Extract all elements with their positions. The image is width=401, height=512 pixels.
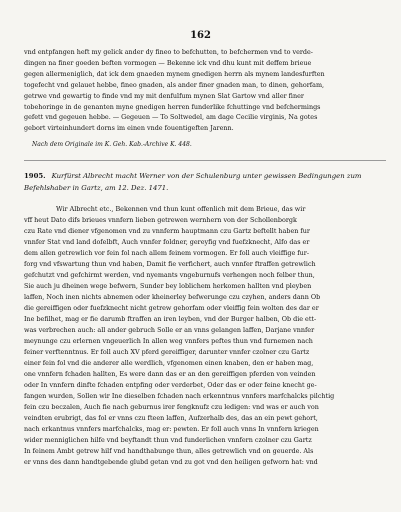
- source-note: Nach dem Originale im K. Geh. Kab.-Archive K. 448.: [32, 141, 192, 148]
- text-line: Wir Albrecht etc., Bekennen vnd thun kunt offenlich mit dem Brieue, das wir: [56, 205, 306, 213]
- text-line: dingen na finer goeden beften vormogen — Bekenne ick vnd dhu kunt mit deffem brieue: [24, 58, 312, 67]
- text-line: nach erkantnus vnnfers marfchalcks, mag er: pewten. Er foll auch vnns In vnnfern kriegen: [24, 425, 319, 433]
- document-heading: [24, 171, 386, 194]
- document-title: Kurfürst Albrecht macht Werner von der Schulenburg unter gewissen Bedingungen zum Befehlshaber in Gartz, am 12. Dez. 1471.: [24, 172, 362, 192]
- text-line: czu Rate vnd diener vfgenomen vnd zu vnnferm hauptmann czu Gartz beftellt haben fur: [24, 227, 310, 235]
- text-line: gefchutzt vnd gefchirmt werden, vnd nyemants vngeburnufs verhengen noch felber thun,: [24, 271, 315, 279]
- document-number: 1905.: [24, 172, 46, 180]
- text-line: oder In vnnfern dinfte fchaden entpfing oder verderbet, Oder das er oder feine knecht ge-: [24, 381, 317, 389]
- text-line: vnnfer Stat vnd land dofelbft, Auch vnnfer foldner, gereyfig vnd fuefzknecht, Alfo das er: [24, 238, 310, 246]
- text-line: Sie auch ju dheinen wege befwern, Sunder bey loblichem herkomen hallten vnd pleyben: [24, 282, 312, 290]
- text-line: wider menniglichen hilfe vnd beyftandt thun vnd funderlichen vnnfern czolner czu Gartz: [24, 436, 312, 444]
- text-line: tobehoringe in de genanten myne gnedigen herren funderlike fchuttinge vnd befchermings: [24, 102, 321, 111]
- text-line: vff heut Dato difs brieues vnnfern lieben getrewen wernhern von der Schollenborgk: [24, 216, 297, 224]
- preceding-document-text: [24, 47, 386, 134]
- section-divider: [24, 160, 386, 161]
- text-line: veindten erubrigt, das fol er vnns czu fteen laffen, Aufzerhalb des, das an ein pewt gehort,: [24, 414, 318, 422]
- text-line: die gereiffigen oder fuefzknecht nicht getrew gehorfam oder vleiffig fein wolten des dar er: [24, 304, 319, 312]
- text-line: dem allen getrewlich vor fein fol nach allem feinem vormogen. Er foll auch vleiffige fur-: [24, 249, 309, 257]
- page-number: 162: [190, 30, 211, 41]
- text-line: togefecht vnd gelauet hebbe, fineo gnaden, als ander finer gnaden man, to dinen, gehorfam,: [24, 80, 325, 89]
- text-line: fein czu beczalen, Auch fie nach geburnus irer fengknufz czu ledigen: vnd was er auch von: [24, 403, 319, 411]
- text-line: gefett vnd gegeuen hebbe. — Gegeuen — To Soltwedel, am dage Cecilie virginis, Na gotes: [24, 113, 318, 122]
- text-line: meynunge czu erlernen vngeuerlich In allen weg vnnfers peftes thun vnd furnemen nach: [24, 337, 313, 345]
- text-line: was verbrechen auch: all ander gebruch Solle er an vnns gelangen laffen, Darjane vnnfer: [24, 326, 315, 334]
- text-line: er vnns des dann handtgebende glubd getan vnd zu got vnd den heiligen gefworn hat: vnd: [24, 458, 318, 466]
- text-line: gegen allermeniglich, dat ick dem gnaeden mynem gnedigen herrn als mynem landesfurften: [24, 69, 325, 78]
- text-line: forg vnd vfswartung thun vnd haben, Damit fie verfichert, auch vnnfer ftraffen getrewlich: [24, 260, 316, 268]
- text-line: gebort virteinhundert dorns im einen vnde fouentigeften Jarenn.: [24, 124, 234, 133]
- text-line: getrwe vnd gewartig to finde vnd my mit denfulfum mynen Slat Gartow vnd aller finer: [24, 91, 304, 100]
- text-line: laffen, Noch inen nichts abnemen oder kheinerley befwerunge czu czyhen, anders dann Ob: [24, 293, 321, 301]
- text-line: one vnnfern fchaden hallten, Es were dann das er an den gereiffigen pferden von veinden: [24, 370, 316, 378]
- text-line: fangen wurden, Sollen wir Ine dieselben fchaden nach erkenntnus vnnfers marfchalcks pilchtig: [24, 392, 335, 400]
- document-body: [24, 204, 386, 468]
- text-line: feiner verftenntnus. Er foll auch XV pferd gereiffiger, darunter vnnfer czolner czu Gartz: [24, 348, 310, 356]
- text-line: Ine befilhet, mag er fie darumb ftraffen an iren leyben, vnd der Burger halben, Ob die ett-: [24, 315, 317, 323]
- text-line: einer fein fol vnd die anderer alle werdlich, vfgenomen einen knaben, den er haben mag,: [24, 359, 314, 367]
- text-line: In feinem Ambt getrew hilf vnd handthabunge thun, alles getrewlich vnd on geuerde. Als: [24, 447, 314, 455]
- text-line: vnd entpfangen heft my gelick ander dy fineo to befchutten, to befchermen vnd to verde-: [24, 48, 313, 56]
